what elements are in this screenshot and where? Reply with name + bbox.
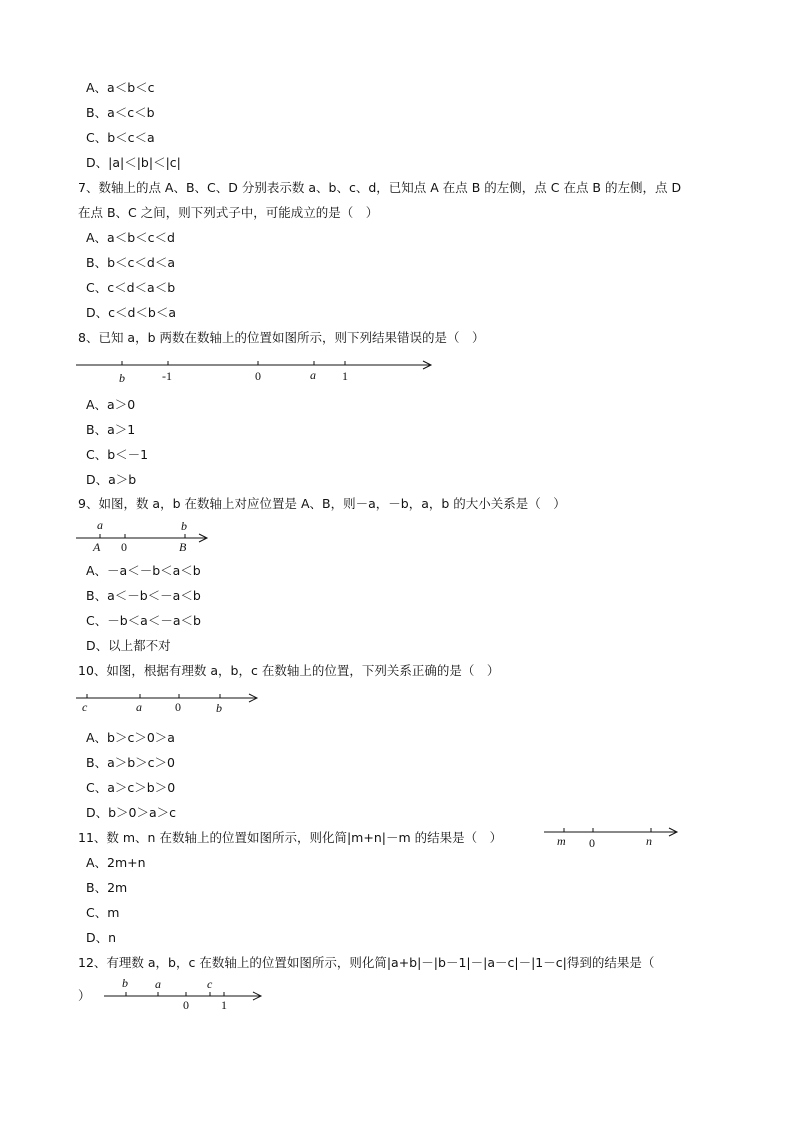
q11-label-m: m bbox=[557, 834, 566, 848]
q8-label-minus-one: -1 bbox=[162, 369, 172, 383]
q11-option-c: C、m bbox=[86, 905, 120, 920]
q9-option-c: C、－b＜a＜－a＜b bbox=[86, 613, 201, 628]
q9-label-a: a bbox=[97, 518, 103, 532]
q11-label-n: n bbox=[646, 834, 652, 848]
q8-label-b: b bbox=[119, 371, 125, 385]
q12-label-a: a bbox=[155, 977, 161, 991]
q8-label-one: 1 bbox=[342, 369, 348, 383]
q11-label-zero: 0 bbox=[589, 836, 595, 850]
q10-label-c: c bbox=[82, 700, 88, 714]
q10-label-zero: 0 bbox=[175, 700, 181, 714]
q9-option-b: B、a＜－b＜－a＜b bbox=[86, 588, 201, 603]
q9-option-a: A、－a＜－b＜a＜b bbox=[86, 563, 201, 578]
q10-option-a: A、b＞c＞0＞a bbox=[86, 730, 175, 745]
q10-stem: 10、如图，根据有理数 a，b，c 在数轴上的位置，下列关系正确的是（ ） bbox=[78, 663, 500, 678]
q8-option-a: A、a＞0 bbox=[86, 397, 136, 412]
q8-label-a: a bbox=[310, 368, 316, 382]
q11-option-a: A、2m+n bbox=[86, 855, 146, 870]
q12-stem-line2: ） bbox=[78, 988, 91, 1003]
q9-label-b: b bbox=[181, 519, 187, 533]
q6-option-b: B、a＜c＜b bbox=[86, 105, 155, 120]
q11-number-line bbox=[540, 822, 685, 852]
q12-label-zero: 0 bbox=[183, 998, 189, 1012]
q6-option-a: A、a＜b＜c bbox=[86, 80, 155, 95]
q10-option-b: B、a＞b＞c＞0 bbox=[86, 755, 175, 770]
q10-label-a: a bbox=[136, 700, 142, 714]
q8-stem: 8、已知 a，b 两数在数轴上的位置如图所示，则下列结果错误的是（ ） bbox=[78, 330, 485, 345]
q12-label-one: 1 bbox=[221, 998, 227, 1012]
q9-label-point-a: A bbox=[93, 540, 101, 554]
q8-number-line bbox=[70, 355, 440, 387]
q10-label-b: b bbox=[216, 701, 222, 715]
q8-option-b: B、a＞1 bbox=[86, 422, 136, 437]
q9-option-d: D、以上都不对 bbox=[86, 638, 171, 653]
q10-number-line bbox=[70, 688, 270, 718]
q7-option-b: B、b＜c＜d＜a bbox=[86, 255, 175, 270]
q12-label-c: c bbox=[207, 977, 213, 991]
q7-stem-line1: 7、数轴上的点 A、B、C、D 分别表示数 a、b、c、d，已知点 A 在点 B 的左侧，点 C 在点 B 的左侧，点 D bbox=[78, 180, 682, 195]
q11-option-d: D、n bbox=[86, 930, 117, 945]
q9-number-line bbox=[70, 516, 220, 556]
q7-stem-line2: 在点 B、C 之间，则下列式子中，可能成立的是（ ） bbox=[78, 205, 379, 220]
q10-option-c: C、a＞c＞b＞0 bbox=[86, 780, 176, 795]
q6-option-d: D、|a|＜|b|＜|c| bbox=[86, 155, 181, 170]
q7-option-c: C、c＜d＜a＜b bbox=[86, 280, 176, 295]
q11-option-b: B、2m bbox=[86, 880, 128, 895]
q7-option-d: D、c＜d＜b＜a bbox=[86, 305, 177, 320]
q11-stem: 11、数 m、n 在数轴上的位置如图所示，则化简|m+n|－m 的结果是（ ） bbox=[78, 830, 503, 845]
q9-stem: 9、如图，数 a，b 在数轴上对应位置是 A、B，则－a，－b，a，b 的大小关系是（ ） bbox=[78, 496, 566, 511]
q12-label-b: b bbox=[122, 976, 128, 990]
q8-option-d: D、a＞b bbox=[86, 472, 137, 487]
q7-option-a: A、a＜b＜c＜d bbox=[86, 230, 175, 245]
q10-option-d: D、b＞0＞a＞c bbox=[86, 805, 177, 820]
q6-option-c: C、b＜c＜a bbox=[86, 130, 155, 145]
q8-option-c: C、b＜－1 bbox=[86, 447, 149, 462]
q9-label-zero: 0 bbox=[121, 540, 127, 554]
q8-label-zero: 0 bbox=[255, 369, 261, 383]
q12-number-line bbox=[100, 975, 270, 1015]
q9-label-point-b: B bbox=[179, 540, 187, 554]
q12-stem-line1: 12、有理数 a，b，c 在数轴上的位置如图所示，则化简|a+b|－|b－1|－|a－c|－|1－c|得到的结果是（ bbox=[78, 955, 655, 970]
